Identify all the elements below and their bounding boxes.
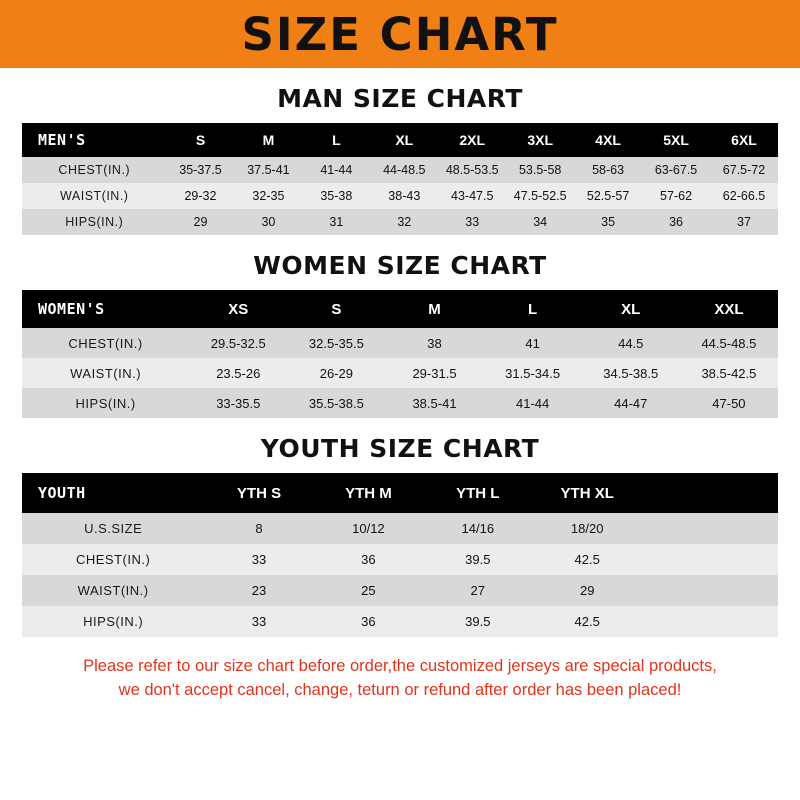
youth-size-table (22, 473, 778, 637)
man-header-6xl: 6XL (710, 123, 778, 157)
man-row-label-chest: CHEST(IN.) (22, 157, 167, 183)
cell: 33 (204, 544, 313, 575)
cell: 48.5-53.5 (438, 157, 506, 183)
cell: 39.5 (423, 606, 532, 637)
women-header-s: S (287, 290, 385, 328)
man-header-label: MEN'S (22, 123, 167, 157)
cell: 32-35 (234, 183, 302, 209)
man-header-l: L (302, 123, 370, 157)
table-row (22, 544, 778, 575)
youth-header-xl: YTH XL (532, 473, 641, 513)
cell-spacer (642, 513, 778, 544)
cell: 42.5 (532, 544, 641, 575)
cell: 38.5-41 (385, 388, 483, 418)
man-table-head (22, 123, 778, 157)
cell: 31.5-34.5 (484, 358, 582, 388)
cell: 36 (314, 544, 423, 575)
cell: 37 (710, 209, 778, 235)
cell: 39.5 (423, 544, 532, 575)
header-banner (0, 0, 800, 68)
women-section-title: WOMEN SIZE CHART (253, 251, 547, 280)
order-notice (22, 655, 778, 703)
youth-table-body (22, 513, 778, 637)
cell: 32.5-35.5 (287, 328, 385, 358)
man-header-5xl: 5XL (642, 123, 710, 157)
youth-table-head (22, 473, 778, 513)
cell: 34 (506, 209, 574, 235)
women-header-xl: XL (582, 290, 680, 328)
women-row-label-hips: HIPS(IN.) (22, 388, 189, 418)
cell: 44-48.5 (370, 157, 438, 183)
cell: 35-38 (302, 183, 370, 209)
cell-spacer (642, 606, 778, 637)
man-header-xl: XL (370, 123, 438, 157)
women-row-label-waist: WAIST(IN.) (22, 358, 189, 388)
man-table-body (22, 157, 778, 235)
youth-section-title: YOUTH SIZE CHART (260, 434, 540, 463)
cell: 33 (204, 606, 313, 637)
table-row (22, 183, 778, 209)
man-row-label-waist: WAIST(IN.) (22, 183, 167, 209)
cell: 29.5-32.5 (189, 328, 287, 358)
cell: 38 (385, 328, 483, 358)
women-size-table (22, 290, 778, 418)
cell: 33-35.5 (189, 388, 287, 418)
cell: 32 (370, 209, 438, 235)
youth-header-label: YOUTH (22, 473, 204, 513)
cell: 41 (484, 328, 582, 358)
table-header-row (22, 473, 778, 513)
youth-header-s: YTH S (204, 473, 313, 513)
youth-row-label-ussize: U.S.SIZE (22, 513, 204, 544)
cell: 43-47.5 (438, 183, 506, 209)
women-header-label: WOMEN'S (22, 290, 189, 328)
cell: 29-32 (167, 183, 235, 209)
cell: 33 (438, 209, 506, 235)
cell: 67.5-72 (710, 157, 778, 183)
cell: 23.5-26 (189, 358, 287, 388)
women-table-body (22, 328, 778, 418)
cell: 42.5 (532, 606, 641, 637)
table-header-row (22, 290, 778, 328)
man-header-2xl: 2XL (438, 123, 506, 157)
notice-line-1: Please refer to our size chart before order,the customized jerseys are special products, (83, 657, 717, 675)
cell: 34.5-38.5 (582, 358, 680, 388)
cell: 35 (574, 209, 642, 235)
page-title: SIZE CHART (241, 7, 559, 61)
man-header-4xl: 4XL (574, 123, 642, 157)
cell: 26-29 (287, 358, 385, 388)
cell: 10/12 (314, 513, 423, 544)
cell: 29 (167, 209, 235, 235)
man-row-label-hips: HIPS(IN.) (22, 209, 167, 235)
cell: 18/20 (532, 513, 641, 544)
cell: 44-47 (582, 388, 680, 418)
table-row (22, 575, 778, 606)
table-row (22, 157, 778, 183)
women-table-head (22, 290, 778, 328)
cell: 31 (302, 209, 370, 235)
cell: 14/16 (423, 513, 532, 544)
table-row (22, 328, 778, 358)
cell: 36 (642, 209, 710, 235)
table-row (22, 513, 778, 544)
man-size-table (22, 123, 778, 235)
women-header-l: L (484, 290, 582, 328)
table-row (22, 358, 778, 388)
women-header-m: M (385, 290, 483, 328)
youth-header-m: YTH M (314, 473, 423, 513)
cell: 44.5-48.5 (680, 328, 778, 358)
table-row (22, 606, 778, 637)
table-row (22, 388, 778, 418)
cell: 8 (204, 513, 313, 544)
cell: 47-50 (680, 388, 778, 418)
cell: 23 (204, 575, 313, 606)
women-row-label-chest: CHEST(IN.) (22, 328, 189, 358)
cell: 57-62 (642, 183, 710, 209)
cell: 29-31.5 (385, 358, 483, 388)
man-header-m: M (234, 123, 302, 157)
cell: 53.5-58 (506, 157, 574, 183)
table-row (22, 209, 778, 235)
cell: 37.5-41 (234, 157, 302, 183)
cell: 58-63 (574, 157, 642, 183)
cell-spacer (642, 575, 778, 606)
youth-header-spacer (642, 473, 778, 513)
women-header-xs: XS (189, 290, 287, 328)
man-section-title: MAN SIZE CHART (277, 84, 523, 113)
youth-row-label-chest: CHEST(IN.) (22, 544, 204, 575)
cell: 35-37.5 (167, 157, 235, 183)
cell: 47.5-52.5 (506, 183, 574, 209)
cell: 29 (532, 575, 641, 606)
women-header-xxl: XXL (680, 290, 778, 328)
cell-spacer (642, 544, 778, 575)
man-header-3xl: 3XL (506, 123, 574, 157)
cell: 35.5-38.5 (287, 388, 385, 418)
cell: 30 (234, 209, 302, 235)
cell: 62-66.5 (710, 183, 778, 209)
cell: 36 (314, 606, 423, 637)
youth-header-l: YTH L (423, 473, 532, 513)
cell: 63-67.5 (642, 157, 710, 183)
cell: 41-44 (302, 157, 370, 183)
cell: 38.5-42.5 (680, 358, 778, 388)
cell: 38-43 (370, 183, 438, 209)
table-header-row (22, 123, 778, 157)
content-area (0, 84, 800, 703)
notice-line-2: we don't accept cancel, change, teturn or refund after order has been placed! (118, 680, 682, 699)
cell: 25 (314, 575, 423, 606)
youth-row-label-waist: WAIST(IN.) (22, 575, 204, 606)
cell: 52.5-57 (574, 183, 642, 209)
youth-row-label-hips: HIPS(IN.) (22, 606, 204, 637)
cell: 44.5 (582, 328, 680, 358)
cell: 41-44 (484, 388, 582, 418)
man-header-s: S (167, 123, 235, 157)
cell: 27 (423, 575, 532, 606)
